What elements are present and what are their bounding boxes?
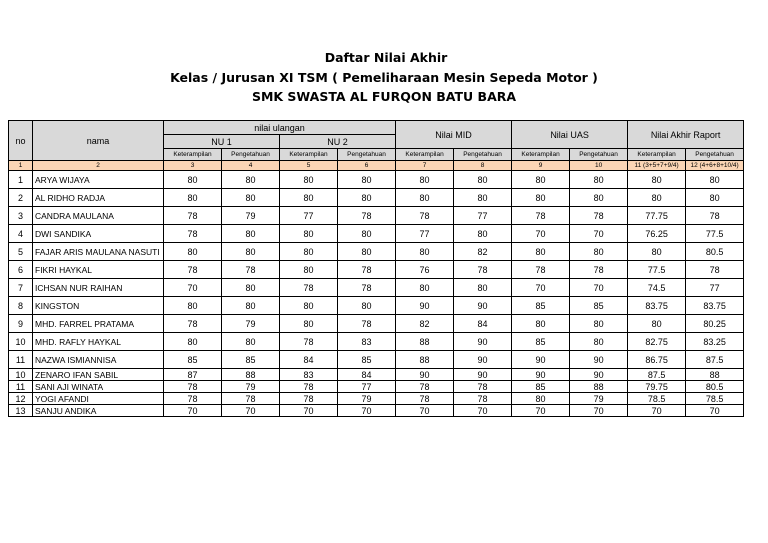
score-cell: 82	[454, 243, 512, 261]
score-cell: 84	[280, 351, 338, 369]
score-cell: 90	[454, 297, 512, 315]
score-cell: 88	[570, 381, 628, 393]
table-row	[9, 393, 744, 405]
score-cell: 90	[570, 351, 628, 369]
score-cell: 80	[512, 243, 570, 261]
header-nilai-uas: Nilai UAS	[512, 121, 628, 149]
score-cell: 80	[222, 189, 280, 207]
score-cell: 70	[396, 405, 454, 417]
header-no: no	[9, 121, 33, 161]
score-cell: 80	[164, 333, 222, 351]
index-cell: 1	[9, 161, 33, 171]
index-cell: 9	[512, 161, 570, 171]
score-cell: 78	[164, 315, 222, 333]
score-cell: 80	[338, 171, 396, 189]
score-cell: 80	[570, 243, 628, 261]
score-cell: 80.5	[686, 381, 744, 393]
table-row	[9, 261, 744, 279]
score-cell: 88	[686, 369, 744, 381]
score-cell: 78	[570, 207, 628, 225]
table-row	[9, 279, 744, 297]
index-cell: 8	[454, 161, 512, 171]
score-cell: 80	[396, 279, 454, 297]
score-cell: 82	[396, 315, 454, 333]
row-number-cell: 9	[9, 315, 33, 333]
score-cell: 80	[454, 189, 512, 207]
index-cell: 6	[338, 161, 396, 171]
score-cell: 80	[628, 243, 686, 261]
index-cell: 7	[396, 161, 454, 171]
row-number-cell: 4	[9, 225, 33, 243]
student-name-cell: FIKRI HAYKAL	[33, 261, 164, 279]
score-cell: 80	[512, 315, 570, 333]
score-cell: 80.25	[686, 315, 744, 333]
student-name-cell: CANDRA MAULANA	[33, 207, 164, 225]
score-cell: 70	[454, 405, 512, 417]
student-name-cell: KINGSTON	[33, 297, 164, 315]
title-line-1: Daftar Nilai Akhir	[324, 50, 448, 65]
score-cell: 78.5	[628, 393, 686, 405]
student-name-cell: ARYA WIJAYA	[33, 171, 164, 189]
table-row	[9, 333, 744, 351]
score-cell: 85	[512, 297, 570, 315]
score-cell: 70	[512, 405, 570, 417]
score-cell: 80	[628, 171, 686, 189]
table-row	[9, 315, 744, 333]
score-cell: 80	[454, 225, 512, 243]
score-cell: 87.5	[686, 351, 744, 369]
score-cell: 70	[338, 405, 396, 417]
header-keterampilan: Keterampilan	[628, 149, 686, 161]
score-cell: 80	[164, 297, 222, 315]
score-cell: 83.75	[686, 297, 744, 315]
score-cell: 70	[570, 279, 628, 297]
score-cell: 90	[512, 351, 570, 369]
index-cell: 11 (3+5+7+9/4)	[628, 161, 686, 171]
score-cell: 80	[454, 171, 512, 189]
score-cell: 79	[570, 393, 628, 405]
student-name-cell: YOGI AFANDI	[33, 393, 164, 405]
score-cell: 78	[570, 261, 628, 279]
header-pengetahuan: Pengetahuan	[454, 149, 512, 161]
table-row	[9, 351, 744, 369]
header-pengetahuan: Pengetahuan	[570, 149, 628, 161]
score-cell: 78	[338, 279, 396, 297]
score-cell: 80	[338, 243, 396, 261]
header-pengetahuan: Pengetahuan	[222, 149, 280, 161]
header-pengetahuan: Pengetahuan	[686, 149, 744, 161]
score-cell: 78	[222, 261, 280, 279]
score-cell: 78	[512, 207, 570, 225]
table-row	[9, 225, 744, 243]
score-cell: 77.5	[628, 261, 686, 279]
score-cell: 78	[454, 261, 512, 279]
score-cell: 78	[280, 381, 338, 393]
score-cell: 70	[280, 405, 338, 417]
index-cell: 5	[280, 161, 338, 171]
score-cell: 78	[164, 207, 222, 225]
score-cell: 80	[280, 261, 338, 279]
table-row	[9, 369, 744, 381]
header-keterampilan: Keterampilan	[396, 149, 454, 161]
score-cell: 80	[628, 189, 686, 207]
row-number-cell: 5	[9, 243, 33, 261]
score-cell: 85	[222, 351, 280, 369]
score-cell: 78	[280, 393, 338, 405]
header-nilai-ulangan: nilai ulangan	[164, 121, 396, 135]
score-cell: 80	[570, 315, 628, 333]
score-cell: 77	[396, 225, 454, 243]
score-cell: 88	[222, 369, 280, 381]
index-cell: 12 (4+6+8+10/4)	[686, 161, 744, 171]
row-number-cell: 1	[9, 171, 33, 189]
score-cell: 90	[512, 369, 570, 381]
score-cell: 70	[222, 405, 280, 417]
score-cell: 80	[628, 315, 686, 333]
score-cell: 76.25	[628, 225, 686, 243]
student-name-cell: ZENARO IFAN SABIL	[33, 369, 164, 381]
table-row	[9, 243, 744, 261]
student-name-cell: NAZWA ISMIANNISA	[33, 351, 164, 369]
student-name-cell: SANJU ANDIKA	[33, 405, 164, 417]
score-cell: 77	[454, 207, 512, 225]
score-cell: 79	[222, 381, 280, 393]
score-cell: 87.5	[628, 369, 686, 381]
score-cell: 78	[686, 261, 744, 279]
score-cell: 80	[222, 225, 280, 243]
row-number-cell: 6	[9, 261, 33, 279]
score-cell: 70	[570, 405, 628, 417]
student-name-cell: ICHSAN NUR RAIHAN	[33, 279, 164, 297]
score-cell: 80	[396, 243, 454, 261]
score-cell: 79	[338, 393, 396, 405]
score-cell: 90	[396, 297, 454, 315]
row-number-cell: 3	[9, 207, 33, 225]
row-number-cell: 8	[9, 297, 33, 315]
table-row	[9, 171, 744, 189]
score-cell: 88	[396, 351, 454, 369]
score-cell: 80	[164, 243, 222, 261]
score-cell: 80	[686, 189, 744, 207]
score-cell: 80	[570, 189, 628, 207]
score-cell: 86.75	[628, 351, 686, 369]
student-name-cell: DWI SANDIKA	[33, 225, 164, 243]
score-cell: 80	[222, 333, 280, 351]
header-nu2: NU 2	[280, 135, 396, 149]
score-cell: 80	[222, 171, 280, 189]
header-keterampilan: Keterampilan	[512, 149, 570, 161]
score-cell: 70	[164, 405, 222, 417]
score-cell: 74.5	[628, 279, 686, 297]
score-cell: 77	[686, 279, 744, 297]
score-cell: 85	[164, 351, 222, 369]
row-number-cell: 12	[9, 393, 33, 405]
score-cell: 83	[280, 369, 338, 381]
row-number-cell: 2	[9, 189, 33, 207]
score-cell: 85	[570, 297, 628, 315]
table-row	[9, 405, 744, 417]
score-cell: 77.75	[628, 207, 686, 225]
score-cell: 80	[396, 171, 454, 189]
score-cell: 78	[686, 207, 744, 225]
score-cell: 80	[686, 171, 744, 189]
score-cell: 78	[280, 333, 338, 351]
score-cell: 78	[164, 381, 222, 393]
score-cell: 90	[454, 333, 512, 351]
score-cell: 80	[338, 225, 396, 243]
score-cell: 80	[454, 279, 512, 297]
score-cell: 70	[164, 279, 222, 297]
table-row	[9, 189, 744, 207]
score-cell: 80	[280, 171, 338, 189]
score-cell: 78	[338, 261, 396, 279]
score-cell: 83.25	[686, 333, 744, 351]
row-number-cell: 10	[9, 369, 33, 381]
score-cell: 88	[396, 333, 454, 351]
score-cell: 80.5	[686, 243, 744, 261]
score-cell: 80	[338, 189, 396, 207]
header-nilai-mid: Nilai MID	[396, 121, 512, 149]
score-cell: 85	[512, 333, 570, 351]
document-title-block	[0, 48, 768, 107]
score-cell: 78	[280, 279, 338, 297]
score-cell: 87	[164, 369, 222, 381]
score-cell: 80	[570, 171, 628, 189]
score-cell: 77	[338, 381, 396, 393]
grade-table	[8, 120, 744, 417]
score-cell: 78	[396, 393, 454, 405]
score-cell: 83.75	[628, 297, 686, 315]
header-keterampilan: Keterampilan	[280, 149, 338, 161]
score-cell: 80	[280, 315, 338, 333]
score-cell: 78	[396, 207, 454, 225]
score-cell: 78	[338, 207, 396, 225]
score-cell: 84	[338, 369, 396, 381]
row-number-cell: 11	[9, 351, 33, 369]
score-cell: 80	[280, 243, 338, 261]
score-cell: 79	[222, 315, 280, 333]
score-cell: 80	[164, 189, 222, 207]
score-cell: 80	[512, 189, 570, 207]
student-name-cell: FAJAR ARIS MAULANA NASUTI	[33, 243, 164, 261]
score-cell: 78	[454, 381, 512, 393]
index-cell: 4	[222, 161, 280, 171]
score-cell: 84	[454, 315, 512, 333]
score-cell: 78	[164, 225, 222, 243]
score-cell: 82.75	[628, 333, 686, 351]
header-keterampilan: Keterampilan	[164, 149, 222, 161]
score-cell: 80	[222, 243, 280, 261]
column-index-row	[9, 161, 744, 171]
score-cell: 78	[454, 393, 512, 405]
header-nu1: NU 1	[164, 135, 280, 149]
score-cell: 90	[570, 369, 628, 381]
score-cell: 80	[280, 297, 338, 315]
row-number-cell: 11	[9, 381, 33, 393]
row-number-cell: 13	[9, 405, 33, 417]
score-cell: 85	[512, 381, 570, 393]
score-cell: 80	[164, 171, 222, 189]
score-cell: 78.5	[686, 393, 744, 405]
table-row	[9, 297, 744, 315]
index-cell: 2	[33, 161, 164, 171]
score-cell: 80	[570, 333, 628, 351]
score-cell: 83	[338, 333, 396, 351]
score-cell: 80	[222, 297, 280, 315]
student-name-cell: MHD. FARREL PRATAMA	[33, 315, 164, 333]
score-cell: 90	[454, 369, 512, 381]
score-cell: 79.75	[628, 381, 686, 393]
score-cell: 90	[454, 351, 512, 369]
index-cell: 3	[164, 161, 222, 171]
table-row	[9, 207, 744, 225]
score-cell: 78	[164, 261, 222, 279]
score-cell: 90	[396, 369, 454, 381]
title-line-2: Kelas / Jurusan XI TSM ( Pemeliharaan Mesin Sepeda Motor )	[170, 69, 598, 85]
score-cell: 80	[280, 225, 338, 243]
row-number-cell: 7	[9, 279, 33, 297]
score-cell: 80	[512, 171, 570, 189]
score-cell: 80	[512, 393, 570, 405]
score-cell: 78	[338, 315, 396, 333]
score-cell: 70	[686, 405, 744, 417]
row-number-cell: 10	[9, 333, 33, 351]
score-cell: 78	[512, 261, 570, 279]
student-name-cell: MHD. RAFLY HAYKAL	[33, 333, 164, 351]
table-header	[9, 121, 744, 161]
student-name-cell: AL RIDHO RADJA	[33, 189, 164, 207]
score-cell: 79	[222, 207, 280, 225]
header-nilai-raport: Nilai Akhir Raport	[628, 121, 744, 149]
score-cell: 78	[222, 393, 280, 405]
header-nama: nama	[33, 121, 164, 161]
score-cell: 80	[338, 297, 396, 315]
table-body	[9, 161, 744, 417]
score-cell: 78	[396, 381, 454, 393]
table-row	[9, 381, 744, 393]
header-pengetahuan: Pengetahuan	[338, 149, 396, 161]
score-cell: 77	[280, 207, 338, 225]
score-cell: 70	[570, 225, 628, 243]
score-cell: 70	[512, 279, 570, 297]
score-cell: 80	[396, 189, 454, 207]
index-cell: 10	[570, 161, 628, 171]
score-cell: 78	[164, 393, 222, 405]
score-cell: 85	[338, 351, 396, 369]
score-cell: 80	[222, 279, 280, 297]
score-cell: 77.5	[686, 225, 744, 243]
student-name-cell: SANI AJI WINATA	[33, 381, 164, 393]
score-cell: 80	[280, 189, 338, 207]
score-cell: 70	[628, 405, 686, 417]
score-cell: 70	[512, 225, 570, 243]
score-cell: 76	[396, 261, 454, 279]
title-line-3: SMK SWASTA AL FURQON BATU BARA	[251, 89, 517, 104]
